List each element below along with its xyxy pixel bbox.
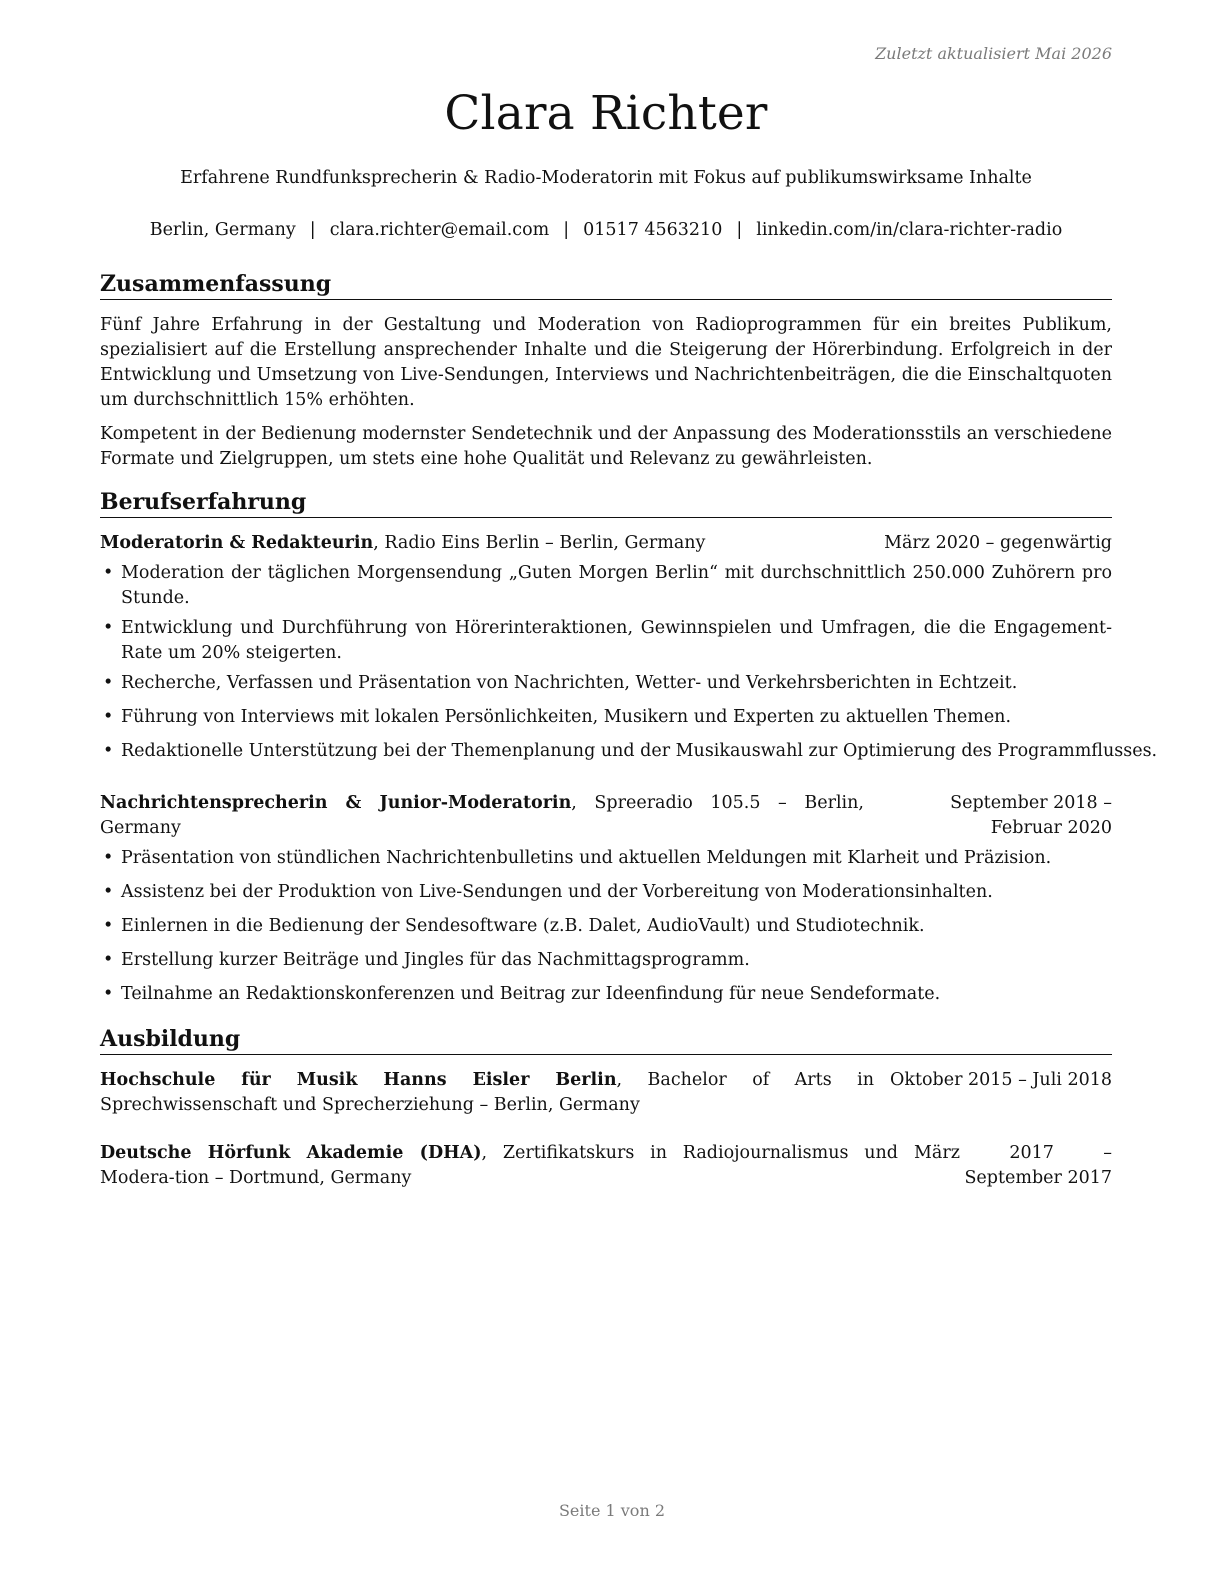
list-item: • Präsentation von stündlichen Nachrichtenbulletins und aktuellen Meldungen mit Klarheit und Präzision. [100,846,1112,871]
job-employer: , Radio Eins Berlin – Berlin, Germany [373,533,706,553]
contact-location: Berlin, Germany [149,220,296,240]
section-title-summary: Zusammenfassung [100,270,1112,300]
candidate-headline: Erfahrene Rundfunksprecherin & Radio-Moderatorin mit Fokus auf publikumswirksame Inhalte [180,168,1032,188]
bullet-icon: • [103,673,114,693]
experience-section [100,488,1158,1007]
contact-separator: | [563,220,570,240]
job-dates: März 2020 – gegenwärtig [884,533,1112,553]
education-dates: März 2017 – September 2017 [914,1143,1112,1188]
summary-paragraph: Fünf Jahre Erfahrung in der Gestaltung und Moderation von Radioprogrammen für ein breites Publikum, spezialisiert auf die Erstellung ansprechender Inhalte und die Steigerung der Hörerbindung. Erfolgreich in der Entwicklung und Umsetzung von Live-Sendungen, Interviews und Nachrichtenbeiträgen, die die Einschaltquoten um durchschnittlich 15% erhöhten. [100,315,1112,410]
education-section [100,1025,1112,1191]
section-title-experience: Berufserfahrung [100,488,1112,518]
list-item: • Recherche, Verfassen und Präsentation von Nachrichten, Wetter- und Verkehrsberichten in Echtzeit. [100,671,1112,696]
job-dates: September 2018 – Februar 2020 [950,793,1112,838]
bullet-icon: • [103,848,114,868]
bullet-icon: • [103,984,114,1004]
bullet-icon: • [103,950,114,970]
education-degree: , Zertifikatskurs in Radiojournalismus und Modera-tion – Dortmund, Germany [100,1143,898,1188]
bullet-icon: • [103,563,114,583]
bullet-icon: • [103,618,114,638]
candidate-name: Clara Richter [444,86,768,141]
list-item: • Moderation der täglichen Morgensendung „Guten Morgen Berlin“ mit durchschnittlich 250.000 Zuhörern pro Stunde. [103,563,1112,608]
job-role: Moderatorin & Redakteurin [100,533,374,553]
education-entry [100,1068,1112,1118]
contact-linkedin[interactable]: linkedin.com/in/clara-richter-radio [756,220,1063,240]
contact-email[interactable]: clara.richter@email.com [329,220,550,240]
contact-separator: | [309,220,316,240]
education-dates: Oktober 2015 – Juli 2018 [890,1070,1112,1090]
education-school: Hochschule für Musik Hanns Eisler Berlin [100,1070,617,1090]
bullet-icon: • [103,882,114,902]
list-item: • Assistenz bei der Produktion von Live-Sendungen und der Vorbereitung von Moderationsinhalten. [100,880,1112,905]
last-updated-note: Zuletzt aktualisiert Mai 2026 [875,44,1112,63]
list-item: • Einlernen in die Bedienung der Sendesoftware (z.B. Dalet, AudioVault) und Studiotechnik. [100,914,1112,939]
section-title-education: Ausbildung [100,1025,1112,1055]
list-item: • Erstellung kurzer Beiträge und Jingles für das Nachmittagsprogramm. [100,948,1112,973]
job-employer: , Spreeradio 105.5 – Berlin, Germany [100,793,864,838]
bullet-icon: • [103,707,114,727]
job-entry [100,531,1158,764]
job-bullets [100,846,1112,1007]
education-entry [100,1141,1112,1191]
contact-separator: | [736,220,743,240]
list-item: • Führung von Interviews mit lokalen Persönlichkeiten, Musikern und Experten zu aktuellen Themen. [100,705,1112,730]
education-school: Deutsche Hörfunk Akademie (DHA) [100,1143,482,1163]
education-degree: , Bachelor of Arts in Sprechwissenschaft und Sprecherziehung – Berlin, Germany [100,1070,874,1115]
summary-paragraph: Kompetent in der Bedienung modernster Sendetechnik und der Anpassung des Moderationsstils an verschiedene Formate und Zielgruppen, um stets eine hohe Qualität und Relevanz zu gewährleisten. [100,424,1112,469]
list-item: • Entwicklung und Durchführung von Hörerinteraktionen, Gewinnspielen und Umfragen, die die Engagement-Rate um 20% steigerten. [103,618,1112,663]
summary-section [100,270,1112,472]
contact-phone: 01517 4563210 [583,220,723,240]
bullet-icon: • [103,741,114,761]
bullet-icon: • [103,916,114,936]
list-item: • Teilnahme an Redaktionskonferenzen und Beitrag zur Ideenfindung für neue Sendeformate. [100,982,1112,1007]
job-entry [100,791,1112,1007]
contact-line [100,220,1112,240]
job-bullets [100,561,1158,764]
list-item: • Redaktionelle Unterstützung bei der Themenplanung und der Musikauswahl zur Optimierung des Programmflusses. [100,739,1112,764]
job-header [100,791,1112,841]
job-role: Nachrichtensprecherin & Junior-Moderatorin [100,793,572,813]
job-header [100,531,1112,556]
page-number: Seite 1 von 2 [558,1501,666,1520]
